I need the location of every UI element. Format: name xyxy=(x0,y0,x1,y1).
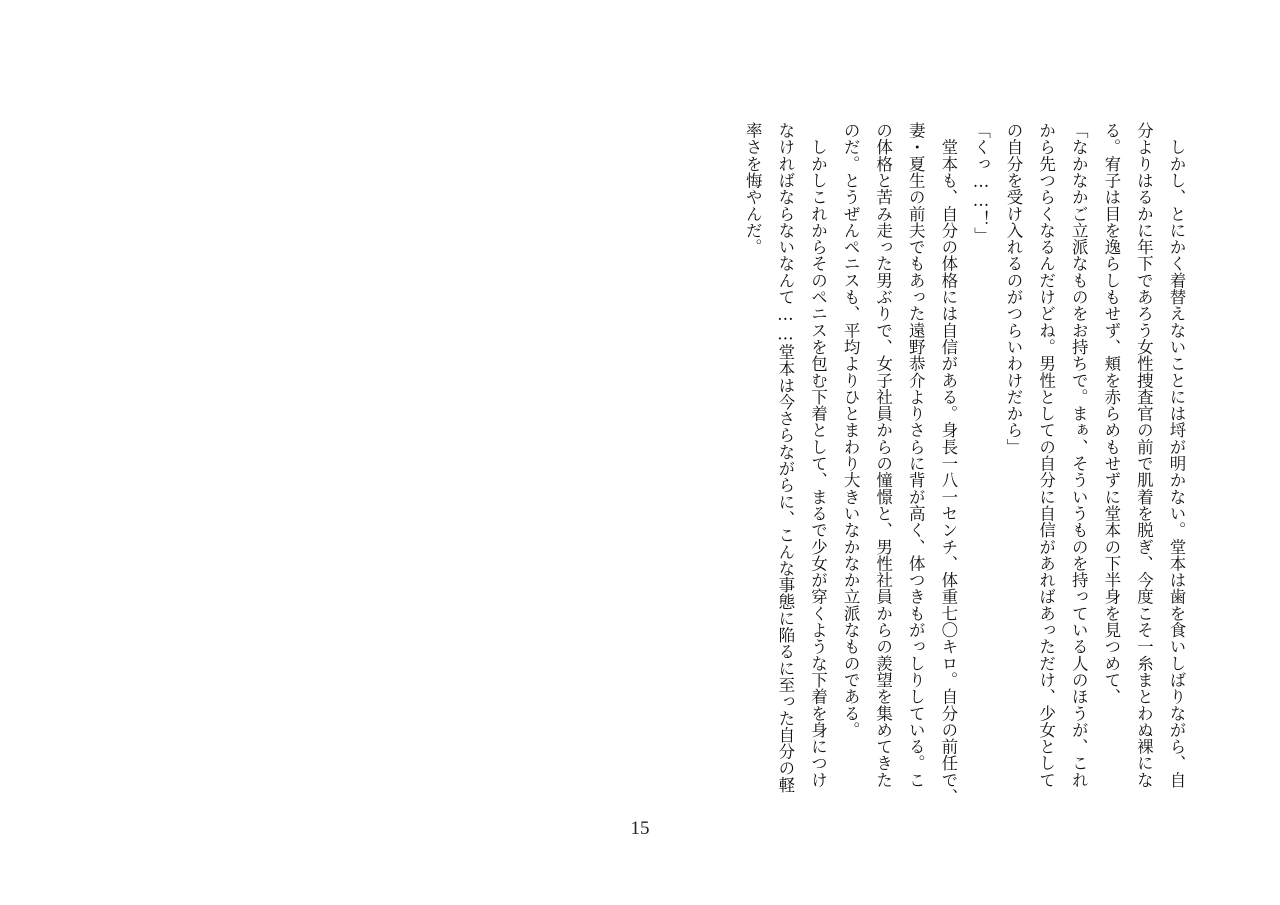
text-line: しかしこれからそのペニスを包む下着として、まるで少女が穿くような下着を身につけ xyxy=(808,122,828,788)
page-number: 15 xyxy=(630,818,650,839)
text-line: の自分を受け入れるのがつらいわけだから」 xyxy=(1004,122,1024,455)
text-line: 「くっ……！」 xyxy=(971,122,991,244)
text-line: 堂本も、自分の体格には自信がある。身長一八一センチ、体重七〇キロ。自分の前任で、 xyxy=(938,122,958,805)
text-line: る。宥子は目を逸らしもせず、頬を赤らめもせずに堂本の下半身を見つめて、 xyxy=(1101,122,1121,705)
text-line: 分よりはるかに年下であろう女性捜査官の前で肌着を脱ぎ、今度こそ一糸まとわぬ裸にな xyxy=(1134,122,1154,788)
text-line: のだ。とうぜんペニスも、平均よりひとまわり大きいなかなか立派なものである。 xyxy=(841,122,861,739)
text-line: なければならないなんて……堂本は今さらながらに、こんな事態に陥るに至った自分の軽 xyxy=(775,122,795,793)
text-line: 率さを悔やんだ。 xyxy=(743,122,763,256)
text-line: の体格と苦み走った男ぶりで、女子社員からの憧憬と、男性社員からの羨望を集めてきた xyxy=(873,122,893,788)
text-line: しかし、とにかく着替えないことには埒が明かない。堂本は歯を食いしばりながら、自 xyxy=(1167,122,1186,788)
text-line: 妻・夏生の前夫でもあった遠野恭介よりさらに背が高く、体つきもがっしりしている。こ xyxy=(906,122,926,788)
text-line: から先つらくなるんだけどね。男性としての自分に自信があればあっただけ、少女として xyxy=(1036,122,1056,788)
vertical-text-block xyxy=(736,122,1192,812)
text-line: 「なかなかご立派なものをお持ちで。まぁ、そういうものを持っている人のほうが、これ xyxy=(1069,122,1089,788)
